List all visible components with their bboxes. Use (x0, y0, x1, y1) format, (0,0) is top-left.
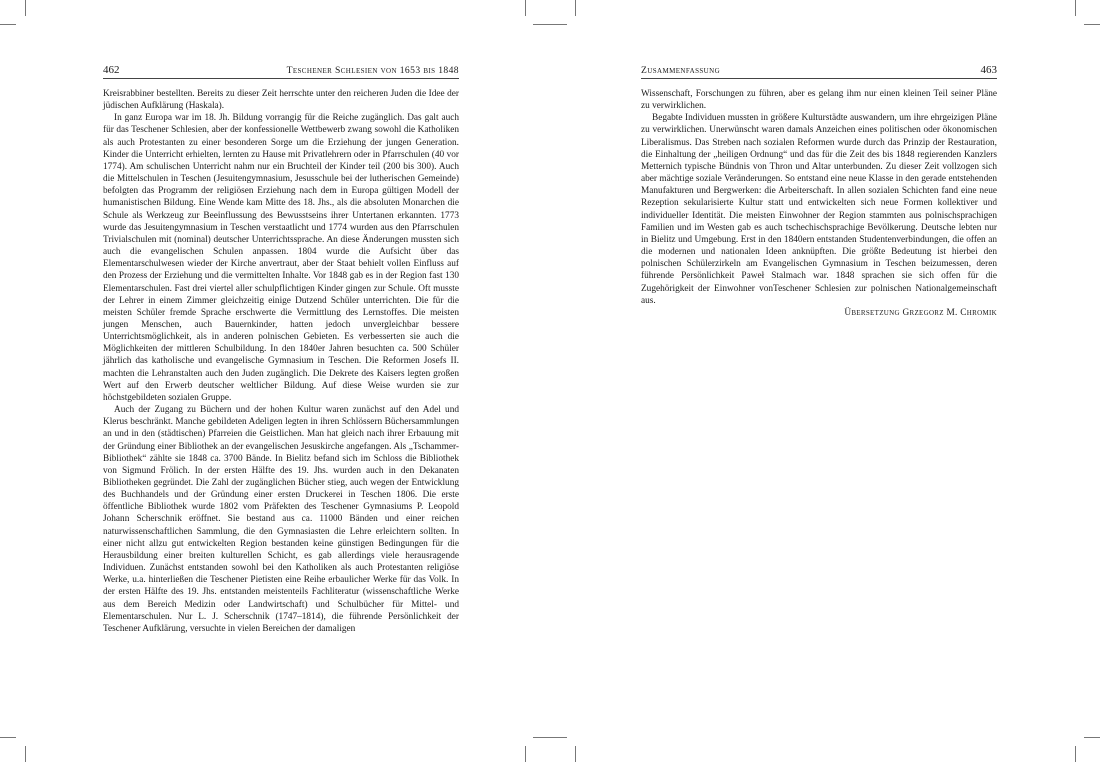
right-page-body (641, 88, 997, 319)
crop-mark (1075, 0, 1076, 16)
crop-mark (533, 24, 567, 25)
left-running-head: Teschener Schlesien von 1653 bis 1848 (286, 65, 459, 76)
crop-mark (525, 0, 526, 16)
right-page-number: 463 (980, 64, 997, 76)
translator-credit: Übersetzung Grzegorz M. Chromik (844, 307, 997, 318)
left-page-body (103, 88, 459, 635)
crop-mark (25, 0, 26, 16)
crop-mark (575, 746, 576, 762)
left-page-number: 462 (103, 64, 120, 76)
crop-mark (575, 0, 576, 16)
paragraph: Begabte Individuen mussten in größere Kulturstädte auswandern, um ihre ehrgeizigen Pläne zu verwirklichen. Unerwünscht waren damals Anzeichen eines politischen oder ökonomischen Liberalismus. Das Streben nach sozialen Reformen wurde durch das Prinzip der Restauration, die Einhaltung der „heiligen Ordnung“ und das für die Zeit des bis 1848 regierenden Kanzlers Metternich typische Bündnis von Thron und Altar unterbunden. Zu dieser Zeit vollzogen sich aber mächtige soziale Veränderungen. So entstand eine neue Klasse in den gerade entstehenden Manufakturen und Bergwerken: die Arbeiterschaft. In allen sozialen Schichten fand eine neue Rezeption sekularisierte Kultur statt und entwickelten sich neue Formen kollektiver und individueller Identität. Die meisten Einwohner der Region stammten aus polnischsprachigen Familien und im Westen gab es auch tschechischsprachige Bevölkerung. Deutsche lebten nur in Bielitz und Umgebung. Erst in den 1840ern entstanden Studentenverbindungen, die offen an die modernen und nationalen Ideen anknüpften. Die größte Bedeutung ist hierbei den polnischen Schülerzirkeln am Evangelischen Gymnasium in Teschen beizumessen, deren führende Persönlichkeit Paweł Stalmach war. 1848 sprachen sie sich offen für die Zugehörigkeit der Einwohner vonTeschener Schlesien zur polnischen Nationalgemeinschaft aus. (641, 113, 997, 306)
paragraph: Auch der Zugang zu Büchern und der hohen Kultur waren zunächst auf den Adel und Klerus beschränkt. Manche gebildeten Adeligen legten in ihren Schlössern Büchersammlungen an und in den (städtischen) Pfarreien die Geistlichen. Man hat gleich nach ihrer Erbauung mit der Gründung einer Bibliothek an der evangelischen Jesuskirche angefangen. Als „Tschammer-Bibliothek“ zählte sie 1848 ca. 3700 Bände. In Bielitz befand sich im Schloss die Bibliothek von Sigmund Frölich. In der ersten Hälfte des 19. Jhs. wurden auch in den Dekanaten Bibliotheken gegründet. Die Zahl der zugänglichen Bücher stieg, auch wegen der Entwicklung des Buchhandels und der Gründung einer ersten Druckerei in Teschen 1806. Die erste öffentliche Bibliothek wurde 1802 vom Präfekten des Teschener Gymnasiums P. Leopold Johann Scherschnik eröffnet. Sie bestand aus ca. 11000 Bänden und einer reichen naturwissenschaftlichen Sammlung, die den Gymnasiasten die Lehre erleichtern sollten. In einer nicht allzu gut entwickelten Region bestanden keine günstigen Bedingungen für die Herausbildung einer breiten kulturellen Schicht, es gab allerdings viele herausragende Individuen. Zunächst entstanden sowohl bei den Katholiken als auch Protestanten religiöse Werke, u.a. hinterließen die Teschener Pietisten eine Reihe erbaulicher Werke für das Volk. In der ersten Hälfte des 19. Jhs. entstanden meistenteils Fachliteratur (wissenschaftliche Werke aus dem Bereich Medizin oder Landwirtschaft) und Schulbücher für Mittel- und Elementarschulen. Nur L. J. Scherschnik (1747–1814), die führende Persönlichkeit der Teschener Aufklärung, versuchte in vielen Bereichen der damaligen (103, 405, 459, 634)
crop-mark (1075, 746, 1076, 762)
left-page-header (103, 64, 459, 79)
crop-mark (25, 746, 26, 762)
crop-mark (0, 24, 16, 25)
paragraph: Wissenschaft, Forschungen zu führen, aber es gelang ihm nur einen kleinen Teil seiner Pläne zu verwirklichen. (641, 89, 997, 112)
crop-mark (533, 737, 567, 738)
crop-mark (1084, 24, 1100, 25)
right-running-head: Zusammenfassung (641, 65, 721, 76)
paragraph: In ganz Europa war im 18. Jh. Bildung vorrangig für die Reiche zugänglich. Das galt auch für das Teschener Schlesien, aber der konfessionelle Wettbewerb zwang sowohl die Katholiken als auch Protestanten zu einer besonderen Sorge um die Erziehung der jungen Generation. Kinder die Unterricht erhielten, lernten zu Hause mit Privatlehrern oder in Pfarrschulen (40 vor 1774). Am schulischen Unterricht nahm nur ein Bruchteil der Kinder teil (200 bis 300). Auch die Mittelschulen in Teschen (Jesuitengymnasium, Jesusschule bei der lutherischen Gemeinde) befolgten das Programm der religiösen Erziehung nach dem in Europa gültigen Modell der humanistischen Bildung. Eine Wende kam Mitte des 18. Jhs., als die absoluten Monarchen die Schule als Werkzeug zur Beeinflussung des Bewusstseins ihrer Untertanen erkannten. 1773 wurde das Jesuitengymnasium in Teschen verstaatlicht und 1774 wurden aus den Pfarrschulen Trivialschulen mit (nominal) deutscher Unterrichtssprache. An diese Änderungen mussten sich auch die evangelischen Schulen anpassen. 1804 wurde die Aufsicht über das Elementarschulwesen wieder der Kirche anvertraut, aber der Staat behielt vollen Einfluss auf den Prozess der Erziehung und die vermittelten Inhalte. Vor 1848 gab es in der Region fast 130 Elementarschulen. Fast drei viertel aller schulpflichtigen Kinder gingen zur Schule. Oft musste der Lehrer in einem Zimmer gleichzeitig einige Dutzend Schüler unterrichten. Die für die meisten Schüler fremde Sprache erschwerte die Vermittlung des Lernstoffes. Die meisten jungen Menschen, auch Bauernkinder, hatten jedoch unvergleichbar bessere Unterrichtsmöglichkeit, als in anderen polnischen Gebieten. Es verbesserten sie auch die Möglichkeiten der mittleren Schulbildung. In den 1840er Jahren besuchten ca. 500 Schüler jährlich das katholische und evangelische Gymnasium in Teschen. Die Reformen Josefs II. machten die Lehranstalten auch den Juden zugänglich. Die Dekrete des Kaisers legten großen Wert auf den Erwerb deutscher weltlicher Bildung. Auf diese Weise wurden sie zur höchstgebildeten sozialen Gruppe. (103, 113, 459, 403)
crop-mark (0, 737, 16, 738)
right-page-header (641, 64, 997, 79)
paragraph: Kreisrabbiner bestellten. Bereits zu dieser Zeit herrschte unter den reicheren Juden die Idee der jüdischen Aufklärung (Haskala). (103, 89, 459, 112)
crop-mark (1084, 737, 1100, 738)
crop-mark (525, 746, 526, 762)
